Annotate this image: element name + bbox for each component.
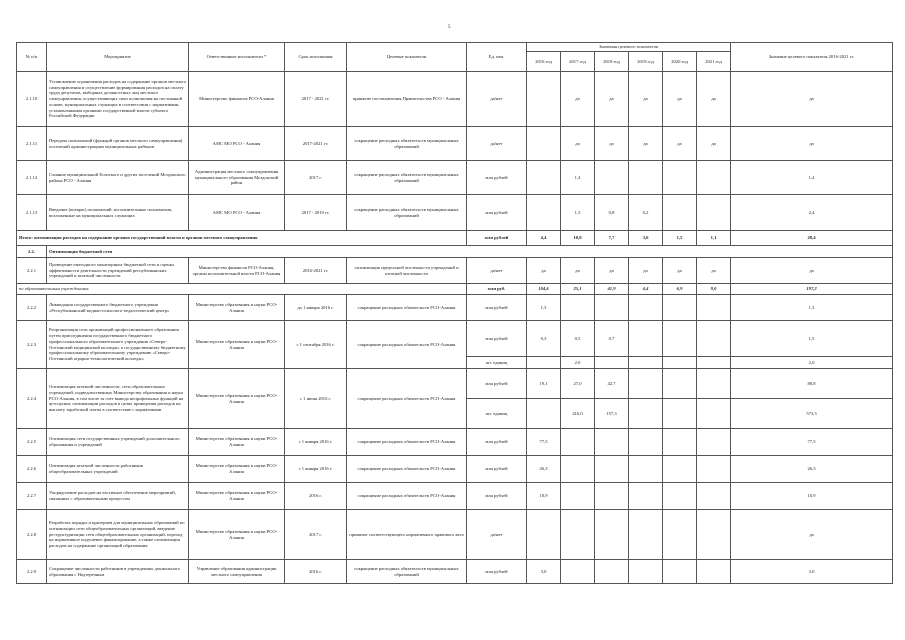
year-value: да <box>595 258 629 284</box>
year-value <box>663 560 697 584</box>
responsible-text: Министерство образования и науки РСО-Алания <box>189 369 285 429</box>
year-value: 2,0 <box>561 357 595 369</box>
year-value: 77,5 <box>527 429 561 456</box>
unit-text: млн рублей <box>467 456 527 483</box>
year-value: 0,2 <box>629 195 663 231</box>
year-value <box>629 321 663 357</box>
year-value: да <box>595 127 629 161</box>
header-target: Целевые показатели <box>347 43 467 72</box>
deadline-text: с 1 сентября 2016 г. <box>285 321 347 369</box>
year-value: 416,0 <box>561 399 595 429</box>
section-number: 2.2. <box>17 246 47 258</box>
year-value <box>629 295 663 321</box>
year-value <box>561 510 595 560</box>
year-value <box>663 295 697 321</box>
year-value: да <box>697 127 731 161</box>
unit-text: да/нет <box>467 258 527 284</box>
header-year: 2019 год <box>629 52 663 72</box>
year-value: да <box>561 127 595 161</box>
year-value <box>629 483 663 510</box>
responsible-text: Министерство образования и науки РСО-Алания <box>189 510 285 560</box>
year-value <box>663 369 697 399</box>
year-value <box>595 483 629 510</box>
responsible-text: Администрация местного самоуправления муниципального образования Моздокский район <box>189 161 285 195</box>
table-row <box>17 161 893 195</box>
table-row <box>17 369 893 399</box>
total-value: да <box>731 127 893 161</box>
total-value: 88,8 <box>731 369 893 399</box>
year-value: 10,9 <box>527 483 561 510</box>
unit-text: млн рублей <box>467 195 527 231</box>
year-value <box>629 399 663 429</box>
deadline-text: 2016-2021 гг. <box>285 258 347 284</box>
total-value: 573,3 <box>731 399 893 429</box>
total-value: 2,4 <box>731 195 893 231</box>
header-year: 2016 год <box>527 52 561 72</box>
unit-text: шт. единиц <box>467 357 527 369</box>
header-year: 2021 год <box>697 52 731 72</box>
year-value: 9,0 <box>697 284 731 295</box>
responsible-text: Министерство финансов РСО-Алания <box>189 72 285 127</box>
total-value: 28,4 <box>731 231 893 246</box>
year-value: 4,4 <box>629 284 663 295</box>
section-row <box>17 246 893 258</box>
unit-text: млн рублей <box>467 369 527 399</box>
year-value: 0,3 <box>527 321 561 357</box>
header-deadline: Срок исполнения <box>285 43 347 72</box>
measure-text: Сокращение численности работников в учреждениях дошкольного образования с Надтеречным <box>47 560 189 584</box>
header-values-group: Значения целевого показателя <box>527 43 731 52</box>
year-value: 1,3 <box>527 295 561 321</box>
year-value: 25,1 <box>561 284 595 295</box>
responsible-text: Министерство образования и науки РСО-Алания <box>189 321 285 369</box>
total-value: 26,3 <box>731 456 893 483</box>
unit-text: млн рублей <box>467 295 527 321</box>
row-number: 2.2.4 <box>17 369 47 429</box>
header-measure: Мероприятие <box>47 43 189 72</box>
year-value <box>663 357 697 369</box>
year-value <box>595 456 629 483</box>
deadline-text: 2017 - 2019 гг. <box>285 195 347 231</box>
header-no: № п/п <box>17 43 47 72</box>
table-row <box>17 72 893 127</box>
year-value <box>527 161 561 195</box>
header-year: 2018 год <box>595 52 629 72</box>
year-value: да <box>561 258 595 284</box>
target-text: принятие соответствующего нормативного правового акта <box>347 510 467 560</box>
responsible-text: Министерство образования и науки РСО-Алания <box>189 295 285 321</box>
deadline-text: 2017 - 2021 гг. <box>285 72 347 127</box>
row-number: 2.2.7 <box>17 483 47 510</box>
measure-text: Реорганизация сети организаций профессионального образования путем присоединения государственного бюджетного профессионального образовательного учреждения «Северо-Осетинский медицинский колледж» к государственному бюджетному профессиональному образовательному учреждению «Северо-Осетинский аграрно-технологический колледж» <box>47 321 189 369</box>
row-number: 2.2.8 <box>17 510 47 560</box>
total-value: 10,9 <box>731 483 893 510</box>
year-value <box>697 161 731 195</box>
measure-text: Проведение ежегодного мониторинга бюджетной сети и оценка эффективности деятельности учреждений республиканских учреждений и штатной численности <box>47 258 189 284</box>
row-number: 2.2.1 <box>17 258 47 284</box>
year-value <box>663 429 697 456</box>
unit-text: шт. единиц <box>467 399 527 429</box>
year-value: да <box>527 258 561 284</box>
total-value: 77,5 <box>731 429 893 456</box>
total-value: 1,5 <box>731 321 893 357</box>
subtotal-label: по образовательным учреждениям: <box>17 284 467 295</box>
year-value: 104,6 <box>527 284 561 295</box>
table-row <box>17 195 893 231</box>
section-title: Оптимизация бюджетной сети <box>47 246 893 258</box>
deadline-text: до 1 января 2016 г. <box>285 295 347 321</box>
subtotal-row <box>17 231 893 246</box>
target-text: сокращение расходных обязательств РСО-Алания <box>347 456 467 483</box>
deadline-text: 2017 г. <box>285 161 347 195</box>
measure-text: Оптимизация сети государственных учреждений дополнительного образования и учреждений <box>47 429 189 456</box>
header-responsible: Ответственные исполнители * <box>189 43 285 72</box>
year-value: 1,1 <box>697 231 731 246</box>
unit-text: млн руб. <box>467 284 527 295</box>
measure-text: Оптимизация штатной численности, сети образовательных учреждений, подведомственных Министерству образования и науки РСО-Алания, в том числе за счет вывода непрофильных функций на аутсорсинг, оптимизации расходов в целях приведения расходов на выплату заработной платы в соответствие с нормативами <box>47 369 189 429</box>
year-value <box>697 483 731 510</box>
year-value <box>663 161 697 195</box>
target-text: оптимизация предельной численности учреждений и штатной численности <box>347 258 467 284</box>
measure-text: Упорядочение расходов на частичное обеспечение мероприятий, связанных с образовательным процессом <box>47 483 189 510</box>
year-value: да <box>561 72 595 127</box>
year-value <box>595 560 629 584</box>
measure-text: Ликвидация государственного бюджетного учреждения «Республиканский медико-психолого-педагогический центр» <box>47 295 189 321</box>
total-value: да <box>731 258 893 284</box>
year-value <box>595 510 629 560</box>
year-value <box>629 456 663 483</box>
year-value <box>595 429 629 456</box>
unit-text: да/нет <box>467 510 527 560</box>
year-value: 27,0 <box>561 369 595 399</box>
header-unit: Ед. изм. <box>467 43 527 72</box>
year-value: да <box>629 258 663 284</box>
year-value: 3,0 <box>527 560 561 584</box>
row-number: 2.2.3 <box>17 321 47 369</box>
measure-text: Разработка порядка и критериев для муниципальных образований по оптимизации сети общеобразовательных организаций, введение реструктуризации сети общеобразовательных организаций, переход на нормативное подушевое финансирование, а также оптимизация расходов на содержание организаций образования <box>47 510 189 560</box>
year-value: да <box>629 127 663 161</box>
deadline-text: 2017 г. <box>285 510 347 560</box>
deadline-text: 2016 г. <box>285 483 347 510</box>
year-value: 157,3 <box>595 399 629 429</box>
year-value <box>697 321 731 357</box>
year-value <box>697 195 731 231</box>
unit-text: да/нет <box>467 72 527 127</box>
total-value: 3,0 <box>731 560 893 584</box>
year-value: 0,8 <box>595 195 629 231</box>
year-value <box>527 510 561 560</box>
target-text: принятие постановления Правительства РСО - Алания <box>347 72 467 127</box>
unit-text: млн рублей <box>467 560 527 584</box>
year-value: да <box>663 127 697 161</box>
year-value: да <box>697 72 731 127</box>
responsible-text: Министерство образования и науки РСО-Алания <box>189 456 285 483</box>
year-value <box>595 295 629 321</box>
target-text: сокращение расходных обязательств РСО-Алания <box>347 483 467 510</box>
table-row <box>17 429 893 456</box>
year-value <box>697 560 731 584</box>
deadline-text: 2017-2021 гг. <box>285 127 347 161</box>
year-value: да <box>595 72 629 127</box>
year-value <box>663 456 697 483</box>
responsible-text: Министерство финансов РСО-Алания, органы исполнительной власти РСО-Алания <box>189 258 285 284</box>
year-value <box>697 369 731 399</box>
year-value <box>595 161 629 195</box>
total-value: 197,2 <box>731 284 893 295</box>
year-value: 6,9 <box>663 284 697 295</box>
header-year: 2020 год <box>663 52 697 72</box>
target-text: сокращение расходных обязательств муниципальных образований <box>347 127 467 161</box>
year-value <box>561 483 595 510</box>
table-row <box>17 258 893 284</box>
responsible-text: Министерство образования и науки РСО-Алания <box>189 429 285 456</box>
responsible-text: Министерство образования и науки РСО-Алания <box>189 483 285 510</box>
header-year: 2017 год <box>561 52 595 72</box>
measure-text: Слияние муниципальной Есенского и других поселений Моздокского района РСО - Алания <box>47 161 189 195</box>
year-value <box>663 510 697 560</box>
deadline-text: 2016 г. <box>285 560 347 584</box>
year-value: да <box>629 72 663 127</box>
responsible-text: АМС МО РСО - Алания <box>189 195 285 231</box>
target-text: сокращение расходных обязательств муниципальных образований <box>347 161 467 195</box>
unit-text: млн рублей <box>467 429 527 456</box>
year-value: да <box>697 258 731 284</box>
year-value <box>663 195 697 231</box>
table-row <box>17 321 893 357</box>
row-number: 2.2.5 <box>17 429 47 456</box>
year-value <box>595 357 629 369</box>
row-number: 2.2.6 <box>17 456 47 483</box>
row-number: 2.2.9 <box>17 560 47 584</box>
unit-text: млн рублей <box>467 231 527 246</box>
row-number: 2.1.11 <box>17 127 47 161</box>
year-value <box>527 357 561 369</box>
table-row <box>17 560 893 584</box>
year-value <box>629 369 663 399</box>
year-value: 26,3 <box>527 456 561 483</box>
year-value: 42,7 <box>595 369 629 399</box>
row-number: 2.2.2 <box>17 295 47 321</box>
year-value <box>629 510 663 560</box>
year-value: да <box>663 72 697 127</box>
table-row <box>17 456 893 483</box>
year-value <box>663 399 697 429</box>
year-value <box>629 161 663 195</box>
total-value: да <box>731 510 893 560</box>
unit-text: да/нет <box>467 127 527 161</box>
year-value: да <box>663 258 697 284</box>
subtotal-label: Итого: оптимизация расходов на содержание органов государственной власти и органов местного самоуправления <box>17 231 467 246</box>
measure-text: Установление ограничения расходов на содержание органов местного самоуправления и осуществление формирования расходов на оплату труда депутатов, выборных должностных лиц местного самоуправления, осуществляющих свои полномочия на постоянной основе, муниципальных служащих в соответствии с нормативами, установленными органами государственной власти субъекта Российской Федерации <box>47 72 189 127</box>
year-value: 10,0 <box>561 231 595 246</box>
year-value <box>697 399 731 429</box>
table-row <box>17 295 893 321</box>
total-value: 1,3 <box>731 295 893 321</box>
page-number: 5 <box>448 25 451 30</box>
unit-text: млн рублей <box>467 321 527 357</box>
year-value <box>561 295 595 321</box>
year-value <box>697 510 731 560</box>
measure-text: Передача полномочий (функций органов местного самоуправления) поселений администрациям муниципальных районов <box>47 127 189 161</box>
row-number: 2.1.10 <box>17 72 47 127</box>
year-value <box>663 321 697 357</box>
year-value: 3,6 <box>629 231 663 246</box>
responsible-text: Управление образования администрации местного самоуправления <box>189 560 285 584</box>
table-row <box>17 483 893 510</box>
year-value: 0,7 <box>595 321 629 357</box>
target-text: сокращение расходных обязательств РСО-Алания <box>347 369 467 429</box>
year-value: 0,5 <box>561 321 595 357</box>
year-value <box>561 456 595 483</box>
year-value: 7,7 <box>595 231 629 246</box>
year-value <box>663 483 697 510</box>
year-value <box>527 72 561 127</box>
year-value <box>527 127 561 161</box>
measures-table <box>16 42 893 584</box>
total-value: 1,4 <box>731 161 893 195</box>
row-number: 2.1.13 <box>17 195 47 231</box>
subtotal-row <box>17 284 893 295</box>
target-text: сокращение расходных обязательств муниципальных образований <box>347 560 467 584</box>
year-value: 1,5 <box>561 195 595 231</box>
year-value <box>697 295 731 321</box>
deadline-text: с 1 января 2016 г. <box>285 456 347 483</box>
year-value <box>697 357 731 369</box>
measure-text: Введение (возврат) полномочий, исполнительные полномочия, возложенные на муниципальных служащих <box>47 195 189 231</box>
year-value: 19,1 <box>527 369 561 399</box>
unit-text: млн рублей <box>467 161 527 195</box>
year-value: 1,4 <box>561 161 595 195</box>
year-value <box>561 560 595 584</box>
row-number: 2.1.12 <box>17 161 47 195</box>
table-row <box>17 127 893 161</box>
year-value <box>697 429 731 456</box>
measure-text: Оптимизация штатной численности работников общеобразовательных учреждений <box>47 456 189 483</box>
year-value: 4,4 <box>527 231 561 246</box>
total-value: 2,0 <box>731 357 893 369</box>
table-row <box>17 510 893 560</box>
target-text: сокращение расходных обязательств муниципальных образований <box>347 195 467 231</box>
deadline-text: с 1 января 2016 г. <box>285 429 347 456</box>
target-text: сокращение расходных обязательств РСО-Алания <box>347 429 467 456</box>
year-value <box>561 429 595 456</box>
year-value <box>527 399 561 429</box>
year-value <box>527 195 561 231</box>
deadline-text: с 1 июня 2016 г. <box>285 369 347 429</box>
target-text: сокращение расходных обязательств РСО-Алания <box>347 321 467 369</box>
target-text: сокращение расходных обязательств РСО-Алания <box>347 295 467 321</box>
year-value <box>629 560 663 584</box>
header-total: Значение целевого показателя 2016-2021 гг. <box>731 43 893 72</box>
year-value <box>629 429 663 456</box>
total-value: да <box>731 72 893 127</box>
responsible-text: АМС МО РСО - Алания <box>189 127 285 161</box>
unit-text: млн рублей <box>467 483 527 510</box>
year-value: 41,9 <box>595 284 629 295</box>
year-value <box>629 357 663 369</box>
year-value: 1,5 <box>663 231 697 246</box>
year-value <box>697 456 731 483</box>
